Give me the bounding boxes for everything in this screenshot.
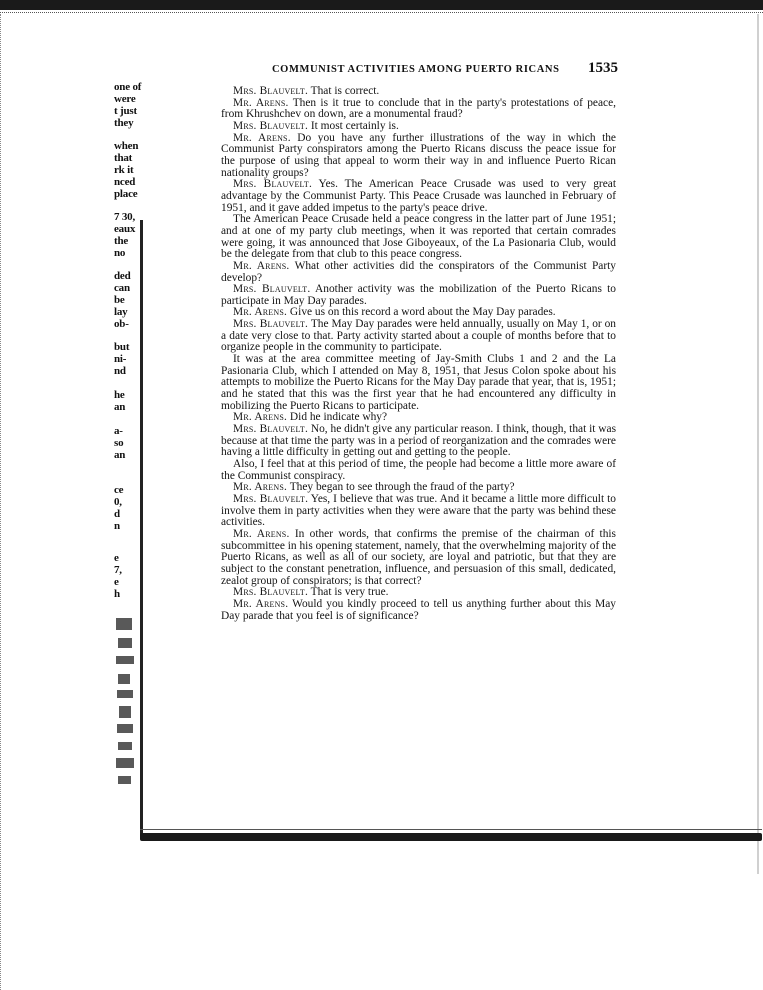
previous-page-fragment: but — [114, 341, 130, 353]
paragraph-text: It was at the area committee meeting of Jay-Smith Clubs 1 and 2 and the La Pasionaria Club, which I attended on May 8, 1951, that Jesus Colon spoke about his attempts to mobilize the Puerto Ricans for the May Day parade that year, that is, 1951; and he stated that this was the first year that he had encountered any difficulty in mobilizing the Puerto Ricans to participate. — [221, 353, 616, 412]
previous-page-fragment: an — [114, 449, 126, 461]
speaker-name: Mr. Arens. — [233, 411, 288, 424]
paragraph-text: What other activities did the conspirators of the Communist Party develop? — [221, 259, 616, 284]
ink-smear — [118, 638, 132, 648]
speaker-name: Mrs. Blauvelt. — [233, 178, 313, 191]
page-number: 1535 — [588, 60, 618, 76]
previous-page-fragment: they — [114, 117, 134, 129]
paragraph-text: It most certainly is. — [310, 119, 399, 132]
top-dotted-edge — [0, 12, 763, 14]
testimony-paragraph — [221, 354, 616, 412]
speaker-name: Mr. Arens. — [233, 527, 290, 540]
ink-smear — [117, 690, 133, 698]
previous-page-fragment: d — [114, 508, 120, 520]
previous-page-fragment: e — [114, 552, 119, 564]
bottom-thin-rule — [140, 829, 762, 830]
speaker-name: Mrs. Blauvelt. — [233, 586, 308, 599]
previous-page-fragment: n — [114, 520, 120, 532]
previous-page-fragment: one of — [114, 81, 142, 93]
previous-page-fragment: ni- — [114, 353, 127, 365]
testimony-paragraph — [221, 98, 616, 121]
paragraph-text: No, he didn't give any particular reason. I think, though, that it was because at that time the party was in a period of reorganization and the comrades were having a little difficulty in getting out and getting to the people. — [221, 423, 617, 459]
previous-page-fragment: 7, — [114, 564, 122, 576]
previous-page-fragment: lay — [114, 306, 128, 318]
testimony-paragraph — [221, 319, 616, 354]
speaker-name: Mr. Arens. — [233, 481, 288, 494]
testimony-paragraph — [221, 133, 616, 180]
paragraph-text: Yes. The American Peace Crusade was used to very great advantage by the Communist Party. This Peace Crusade was launched in February of 1951, and it gave added impetus to the party's peace drive. — [221, 178, 617, 214]
speaker-name: Mr. Arens. — [233, 131, 291, 144]
previous-page-fragment: nced — [114, 176, 136, 188]
ink-smear — [116, 758, 134, 768]
speaker-name: Mrs. Blauvelt. — [233, 318, 309, 331]
previous-page-fragment: nd — [114, 365, 126, 377]
previous-page-fragment: ded — [114, 270, 131, 282]
speaker-name: Mr. Arens. — [233, 259, 290, 272]
previous-page-fragment: when — [114, 140, 139, 152]
speaker-name: Mr. Arens. — [233, 306, 288, 319]
top-scan-border — [0, 0, 763, 10]
bottom-scan-border — [140, 833, 762, 841]
previous-page-fragment: ob- — [114, 318, 129, 330]
previous-page-fragment: the — [114, 235, 129, 247]
ink-smear — [116, 656, 134, 664]
previous-page-fragment: ce — [114, 484, 124, 496]
previous-page-fragment: that — [114, 152, 133, 164]
paragraph-text: The American Peace Crusade held a peace congress in the latter part of June 1951; and at one of my party club meetings, when it was reported that certain comrades were going, it was announced that Jose Giboyeaux, of the La Pasionaria Club, would be the delegate from that club to this peace congress. — [221, 213, 616, 261]
paragraph-text: Another activity was the mobilization of the Puerto Ricans to participate in May Day parades. — [221, 283, 617, 307]
speaker-name: Mrs. Blauvelt. — [233, 283, 311, 296]
ink-smear — [116, 618, 132, 630]
ink-smear — [117, 724, 133, 733]
previous-page-fragment: an — [114, 401, 126, 413]
previous-page-fragment: he — [114, 389, 125, 401]
testimony-paragraph — [221, 261, 616, 284]
paragraph-text: Would you kindly proceed to tell us anything further about this May Day parade that you feel is of significance? — [221, 597, 616, 622]
speaker-name: Mrs. Blauvelt. — [233, 492, 309, 505]
previous-page-fragment: eaux — [114, 223, 136, 235]
speaker-name: Mrs. Blauvelt. — [233, 119, 308, 132]
testimony-paragraph — [221, 214, 616, 261]
previous-page-fragment: place — [114, 188, 138, 200]
paragraph-text: Yes, I believe that was true. And it became a little more difficult to involve them in party activities when they were aware that the party was behind these activities. — [221, 492, 616, 529]
testimony-paragraph — [221, 424, 616, 459]
right-scan-edge — [757, 14, 759, 874]
testimony-paragraph — [221, 494, 616, 529]
previous-page-fragment: 7 30, — [114, 211, 136, 223]
speaker-name: Mrs. Blauvelt. — [233, 423, 309, 436]
testimony-body — [221, 86, 616, 622]
paragraph-text: Then is it true to conclude that in the party's protestations of peace, from Khrushchev on down, are a monumental fraud? — [221, 96, 616, 121]
testimony-paragraph — [221, 459, 616, 482]
ink-smear — [118, 776, 131, 784]
running-header: COMMUNIST ACTIVITIES AMONG PUERTO RICANS — [272, 64, 560, 75]
previous-page-fragment: can — [114, 282, 130, 294]
paragraph-text: They began to see through the fraud of the party? — [289, 481, 515, 494]
ink-smear — [119, 706, 131, 718]
speaker-name: Mr. Arens. — [233, 96, 289, 109]
speaker-name: Mr. Arens. — [233, 597, 289, 610]
previous-page-fragment: were — [114, 93, 136, 105]
testimony-paragraph — [221, 179, 616, 214]
previous-page-fragment: h — [114, 588, 120, 600]
previous-page-fragment: a- — [114, 425, 123, 437]
testimony-paragraph — [221, 599, 616, 622]
paragraph-text: Also, I feel that at this period of time, the people had become a little more aware of the Communist conspiracy. — [221, 458, 616, 482]
paragraph-text: Give us on this record a word about the May Day parades. — [289, 306, 556, 319]
testimony-paragraph — [221, 529, 616, 587]
ink-smear — [118, 742, 132, 750]
paragraph-text: Do you have any further illustrations of the way in which the Communist Party conspirators among the Puerto Ricans discuss the peace issue for the purpose of using that appeal to worm their way in and influence Puerto Rican nationality groups? — [221, 131, 616, 179]
previous-page-fragment: t just — [114, 105, 137, 117]
previous-page-fragment: 0, — [114, 496, 122, 508]
paragraph-text: The May Day parades were held annually, usually on May 1, or on a date very close to that. Party activity started about a couple of months before that to organize people in the community to participate. — [221, 318, 617, 354]
previous-page-fragment: be — [114, 294, 125, 306]
paragraph-text: In other words, that confirms the premise of the chairman of this subcommittee in his opening statement, namely, that the overwhelming majority of the Puerto Ricans, as well as all of our society, are loyal and patriotic, but that they are subject to the constant penetration, influence, and persuasion of this small, dedicated, zealot group of conspirators; is that correct? — [221, 527, 616, 587]
testimony-paragraph — [221, 284, 616, 307]
previous-page-fragment: e — [114, 576, 119, 588]
previous-page-fragment: so — [114, 437, 124, 449]
paragraph-text: That is correct. — [310, 85, 380, 97]
previous-page-fragment: rk it — [114, 164, 134, 176]
previous-page-fragments — [0, 78, 150, 828]
paragraph-text: Did he indicate why? — [289, 411, 388, 424]
ink-smear — [118, 674, 130, 684]
previous-page-fragment: no — [114, 247, 126, 259]
paragraph-text: That is very true. — [310, 586, 389, 599]
speaker-name: Mrs. Blauvelt. — [233, 85, 308, 97]
